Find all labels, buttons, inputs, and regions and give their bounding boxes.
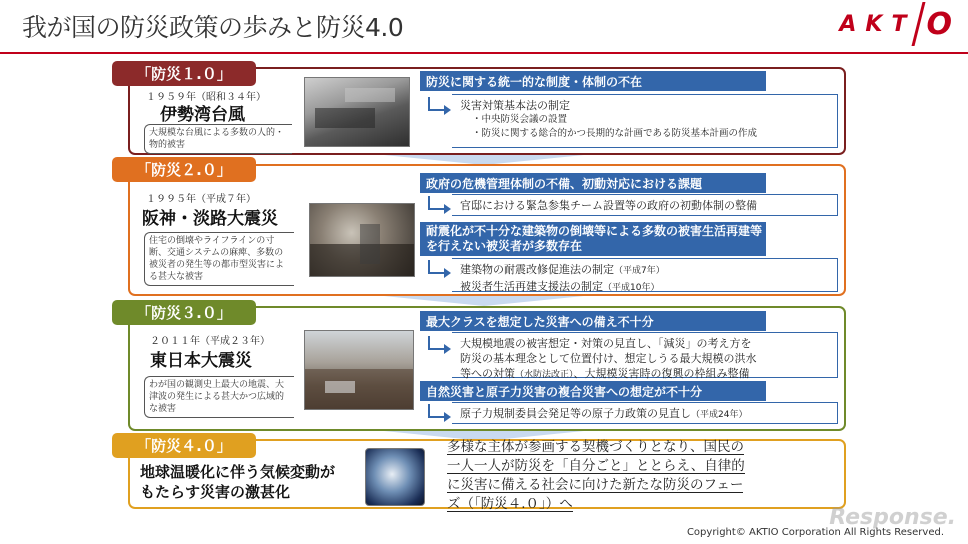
response-line: 防災の基本理念として位置付け、想定しうる最大規模の洪水 bbox=[460, 352, 757, 365]
era-1-response-1 bbox=[452, 94, 838, 148]
challenge-line: もたらす災害の激甚化 bbox=[140, 483, 291, 501]
logo-letter-o: O bbox=[926, 6, 952, 42]
era-2-year: １９９５年（平成７年） bbox=[146, 194, 256, 205]
response-note: （水防法改正） bbox=[515, 370, 574, 380]
era-1-issue-1: 防災に関する統一的な制度・体制の不在 bbox=[420, 71, 766, 91]
response-main: 原子力規制委員会発足等の原子力政策の見直し bbox=[460, 407, 691, 420]
response-sub: ・中央防災会議の設置 bbox=[472, 114, 568, 125]
aktio-logo bbox=[839, 2, 952, 46]
response-line: 大規模地震の被害想定・対策の見直し、「減災」の考え方を bbox=[460, 337, 752, 350]
era-3-issue-1: 最大クラスを想定した災害への備え不十分 bbox=[420, 311, 766, 331]
era-tab-4: 「防災４.０」 bbox=[112, 433, 256, 458]
era-4-challenge bbox=[140, 462, 335, 502]
vision-line: に災害に備える社会に向けた新たな防災のフェー bbox=[447, 477, 744, 493]
logo-text: AKT bbox=[839, 11, 916, 37]
response-line: 等への対策 bbox=[460, 367, 515, 380]
earth-globe-photo bbox=[365, 448, 425, 506]
era-2-impact: 住宅の倒壊やライフラインの寸断、交通システムの麻痺、多数の被災者の発生等の都市型災害による甚大な被害 bbox=[144, 232, 294, 286]
era-2-issue-2: 耐震化が不十分な建築物の倒壊等による多数の被害生活再建等を行えない被災者が多数存在 bbox=[420, 222, 766, 256]
vision-line: ズ（「防災４.０」）へ bbox=[447, 496, 573, 512]
era-1-year: １９５９年（昭和３４年） bbox=[146, 92, 266, 103]
arrow-icon bbox=[428, 97, 444, 111]
response-line: 、大規模災害時の復興の枠組み整備 bbox=[573, 367, 750, 380]
response-watermark: Response. bbox=[829, 505, 956, 530]
response-law: 建築物の耐震改修促進法の制定 bbox=[460, 263, 614, 276]
challenge-line: 地球温暖化に伴う気候変動が bbox=[140, 463, 336, 481]
response-date: （平成7年） bbox=[614, 266, 665, 276]
era-2-issue-1: 政府の危機管理体制の不備、初動対応における課題 bbox=[420, 173, 766, 193]
era-3-issue-2: 自然災害と原子力災害の複合災害への想定が不十分 bbox=[420, 381, 766, 401]
era-3-year: ２０１１年（平成２３年） bbox=[150, 336, 270, 347]
arrow-icon bbox=[428, 404, 444, 418]
era-1-disaster: 伊勢湾台風 bbox=[160, 105, 245, 125]
response-note: （平成24年） bbox=[691, 410, 748, 420]
era-tab-1: 「防災１.０」 bbox=[112, 61, 256, 86]
era-2-response-1: 官邸における緊急参集チーム設置等の政府の初動体制の整備 bbox=[452, 194, 838, 216]
era-2-response-2 bbox=[452, 258, 838, 292]
page-title: 我が国の防災政策の歩みと防災4.0 bbox=[22, 13, 404, 42]
response-law: 被災者生活再建支援法の制定 bbox=[460, 280, 603, 293]
era-3-response-1 bbox=[452, 332, 838, 378]
era-tab-2: 「防災２.０」 bbox=[112, 157, 256, 182]
response-date: （平成10年） bbox=[603, 283, 660, 293]
response-main: 災害対策基本法の制定 bbox=[460, 99, 570, 112]
era-3-response-2 bbox=[452, 402, 838, 424]
era-1-impact: 大規模な台風による多数の人的・物的被害 bbox=[144, 124, 292, 154]
ise-bay-typhoon-photo bbox=[304, 77, 410, 147]
vision-line: 多様な主体が参画する契機づくりとなり、国民の bbox=[447, 439, 744, 455]
era-3-disaster: 東日本大震災 bbox=[150, 351, 252, 371]
arrow-icon bbox=[428, 196, 444, 210]
era-tab-3: 「防災３.０」 bbox=[112, 300, 256, 325]
era-2-disaster: 阪神・淡路大震災 bbox=[142, 209, 278, 229]
era-3-impact: わが国の観測史上最大の地震、大津波の発生による甚大かつ広域的な被害 bbox=[144, 376, 294, 418]
response-sub: ・防災に関する総合的かつ長期的な計画である防災基本計画の作成 bbox=[472, 128, 758, 139]
arrow-icon bbox=[428, 336, 444, 350]
arrow-icon bbox=[428, 260, 444, 274]
vision-line: 一人一人が防災を「自分ごと」ととらえ、自律的 bbox=[447, 458, 745, 474]
hanshin-earthquake-photo bbox=[309, 203, 415, 277]
title-divider bbox=[0, 52, 968, 54]
era-4-vision bbox=[447, 438, 843, 514]
flow-arrow bbox=[384, 296, 584, 306]
great-east-japan-earthquake-photo bbox=[304, 330, 414, 410]
copyright-text: Copyright© AKTIO Corporation All Rights Reserved. bbox=[686, 527, 944, 538]
